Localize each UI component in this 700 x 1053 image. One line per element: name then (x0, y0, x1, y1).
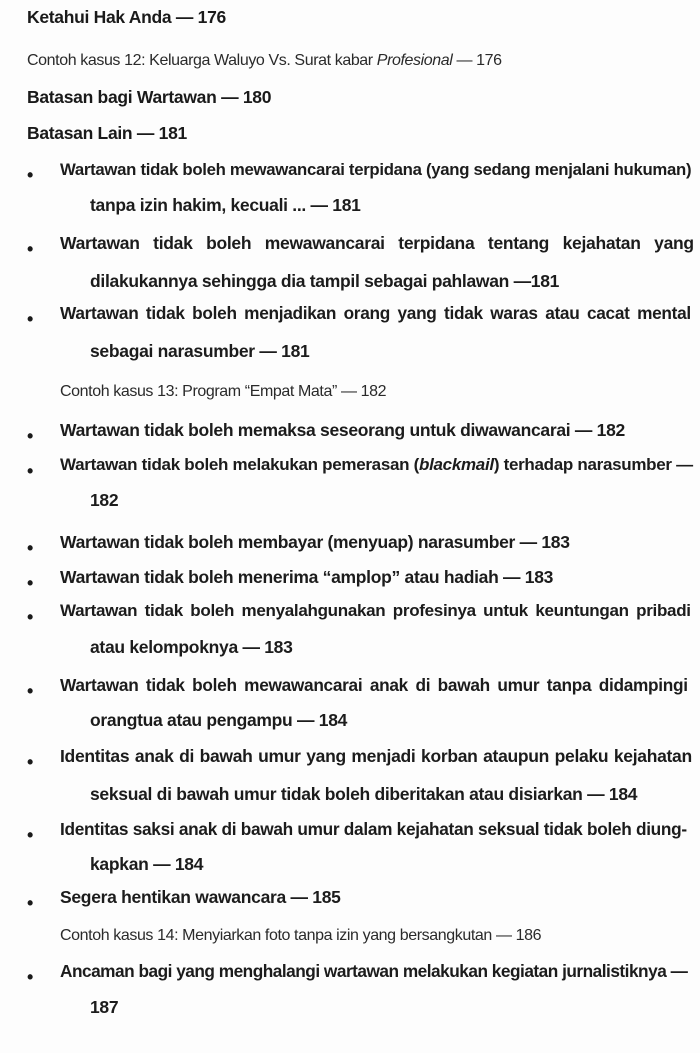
bullet-icon: • (27, 426, 34, 446)
dash: — (175, 7, 194, 27)
toc-bullet-line1: Identitas saksi anak di bawah umur dalam kejahatan seksual tidak boleh diung- (60, 819, 687, 839)
bullet-icon: • (27, 967, 34, 987)
toc-bullet-line2: 182 (90, 490, 119, 510)
toc-bullet-line2: kapkan — 184 (90, 854, 204, 874)
bullet-icon: • (27, 573, 34, 593)
case-text: Contoh kasus 13: Program “Empat Mata” (60, 383, 337, 400)
dash: — (221, 87, 239, 107)
dash: — (456, 52, 473, 69)
case-italic-text: Profesional (376, 52, 453, 69)
bullet-icon: • (27, 309, 34, 329)
toc-bullet-line2: sebagai narasumber — 181 (90, 341, 310, 361)
page-number: 182 (360, 383, 387, 400)
page-number: 176 (476, 52, 502, 69)
toc-bullet-line1: Wartawan tidak boleh mewawancarai anak di bawah umur tanpa didampingi (60, 675, 688, 695)
toc-bullet-line1: Wartawan tidak boleh menjadikan orang yang tidak waras atau cacat mental (60, 303, 691, 323)
toc-heading (27, 6, 226, 28)
toc-bullet-line1: Identitas anak di bawah umur yang menjadi korban ataupun pelaku kejahatan (60, 746, 692, 766)
toc-bullet-line1: Wartawan tidak boleh mewawancarai terpidana tentang kejahatan yang (60, 233, 694, 253)
bullet-icon: • (27, 165, 34, 185)
toc-bullet-line1: Wartawan tidak boleh membayar (menyuap) narasumber — 183 (60, 532, 570, 552)
bullet-icon: • (27, 607, 34, 627)
case-text: Contoh kasus 14: Menyiarkan foto tanpa izin yang bersangkutan (60, 927, 492, 944)
dash: — (495, 927, 512, 944)
heading-text: Ketahui Hak Anda (27, 7, 172, 27)
bullet-icon: • (27, 681, 34, 701)
page-number: 180 (242, 87, 272, 107)
toc-bullet-line2: atau kelompoknya — 183 (90, 637, 293, 657)
toc-case-item (27, 50, 502, 72)
toc-bullet-line1: Ancaman bagi yang menghalangi wartawan melakukan kegiatan jurnalistiknya — (60, 961, 688, 981)
toc-bullet-line2: dilakukannya sehingga dia tampil sebagai pahlawan —181 (90, 271, 560, 291)
toc-heading (27, 122, 187, 144)
toc-bullet-line1: Wartawan tidak boleh menerima “amplop” atau hadiah — 183 (60, 567, 554, 587)
bullet-italic-text: blackmail (419, 455, 494, 474)
toc-bullet-line2: seksual di bawah umur tidak boleh diberitakan atau disiarkan — 184 (90, 784, 638, 804)
toc-bullet-line2: orangtua atau pengampu — 184 (90, 710, 348, 730)
bullet-icon: • (27, 538, 34, 558)
bullet-icon: • (27, 461, 34, 481)
toc-bullet-line2: 187 (90, 997, 119, 1017)
bullet-icon: • (27, 239, 34, 259)
toc-bullet-line1 (60, 454, 693, 476)
bullet-icon: • (27, 825, 34, 845)
toc-case-item (60, 381, 386, 403)
page-number: 176 (197, 7, 226, 27)
toc-bullet-line1: Wartawan tidak boleh menyalahgunakan profesinya untuk keuntungan pribadi (60, 601, 691, 620)
toc-case-item (60, 925, 541, 947)
toc-bullet-line1: Wartawan tidak boleh mewawancarai terpidana (yang sedang menjalani hukuman) (60, 160, 692, 179)
page-number: 181 (158, 123, 187, 143)
page-number: 186 (515, 927, 542, 944)
bullet-icon: • (27, 893, 34, 913)
toc-bullet-line1: Wartawan tidak boleh memaksa seseorang untuk diwawancarai — 182 (60, 420, 625, 440)
bullet-text: Wartawan tidak boleh melakukan pemerasan ( (60, 455, 420, 474)
toc-heading (27, 86, 271, 108)
toc-bullet-line2: tanpa izin hakim, kecuali ... — 181 (90, 195, 361, 215)
dash: — (136, 123, 155, 143)
bullet-text: ) terhadap narasumber — (493, 455, 693, 474)
heading-text: Batasan Lain (27, 123, 133, 143)
heading-text: Batasan bagi Wartawan (27, 87, 217, 107)
dash: — (340, 383, 357, 400)
toc-bullet-line1: Segera hentikan wawancara — 185 (60, 887, 341, 907)
bullet-icon: • (27, 752, 34, 772)
case-text: Contoh kasus 12: Keluarga Waluyo Vs. Surat kabar (27, 52, 377, 69)
